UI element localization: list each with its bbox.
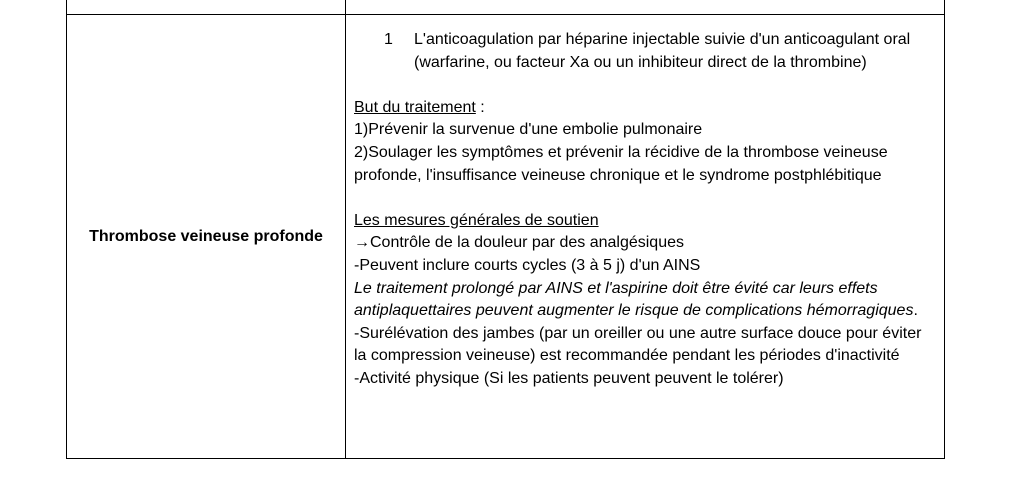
- pain-control-line: →Contrôle de la douleur par des analgésiques: [354, 234, 684, 252]
- warning-text: Le traitement prolongé par AINS et l'aspirine doit être évité car leurs effets antiplaquettaires peuvent augmenter le risque de complications hémorragiques: [354, 279, 914, 320]
- previous-row: [67, 0, 945, 15]
- goal-line-2: 2)Soulager les symptômes et prévenir la récidive de la thrombose veineuse profonde, l'insuffisance veineuse chronique et le syndrome postphlébitique: [354, 143, 888, 184]
- spacer: [354, 187, 938, 210]
- item-number: 1: [384, 31, 393, 48]
- goal-heading-line: [354, 97, 938, 120]
- dvt-row: [67, 15, 945, 459]
- activity-line: -Activité physique (Si les patients peuvent peuvent le tolérer): [354, 369, 784, 387]
- elevation-line: -Surélévation des jambes (par un oreiller ou une autre surface douce pour éviter la compression veineuse) est recommandée pendant les périodes d'inactivité: [354, 324, 922, 365]
- warning-end: .: [913, 302, 918, 320]
- previous-row-content-cell: [346, 0, 945, 15]
- warning-paragraph: [354, 278, 938, 323]
- spacer: [354, 74, 938, 97]
- measures-heading: Les mesures générales de soutien: [354, 211, 599, 229]
- numbered-item: [354, 29, 938, 74]
- row-label: Thrombose veineuse profonde: [67, 15, 346, 459]
- item-text: L'anticoagulation par héparine injectable suivie d'un anticoagulant oral (warfarine, ou facteur Xa ou un inhibiteur direct de la thrombine): [414, 31, 911, 71]
- goal-heading: But du traitement: [354, 98, 476, 116]
- nsaid-line: -Peuvent inclure courts cycles (3 à 5 j) d'un AINS: [354, 256, 701, 274]
- previous-row-label-cell: [67, 0, 346, 15]
- treatment-table: [66, 0, 945, 459]
- goal-heading-suffix: :: [475, 98, 485, 116]
- treatment-content: [346, 15, 945, 459]
- goal-line-1: 1)Prévenir la survenue d'une embolie pulmonaire: [354, 121, 703, 139]
